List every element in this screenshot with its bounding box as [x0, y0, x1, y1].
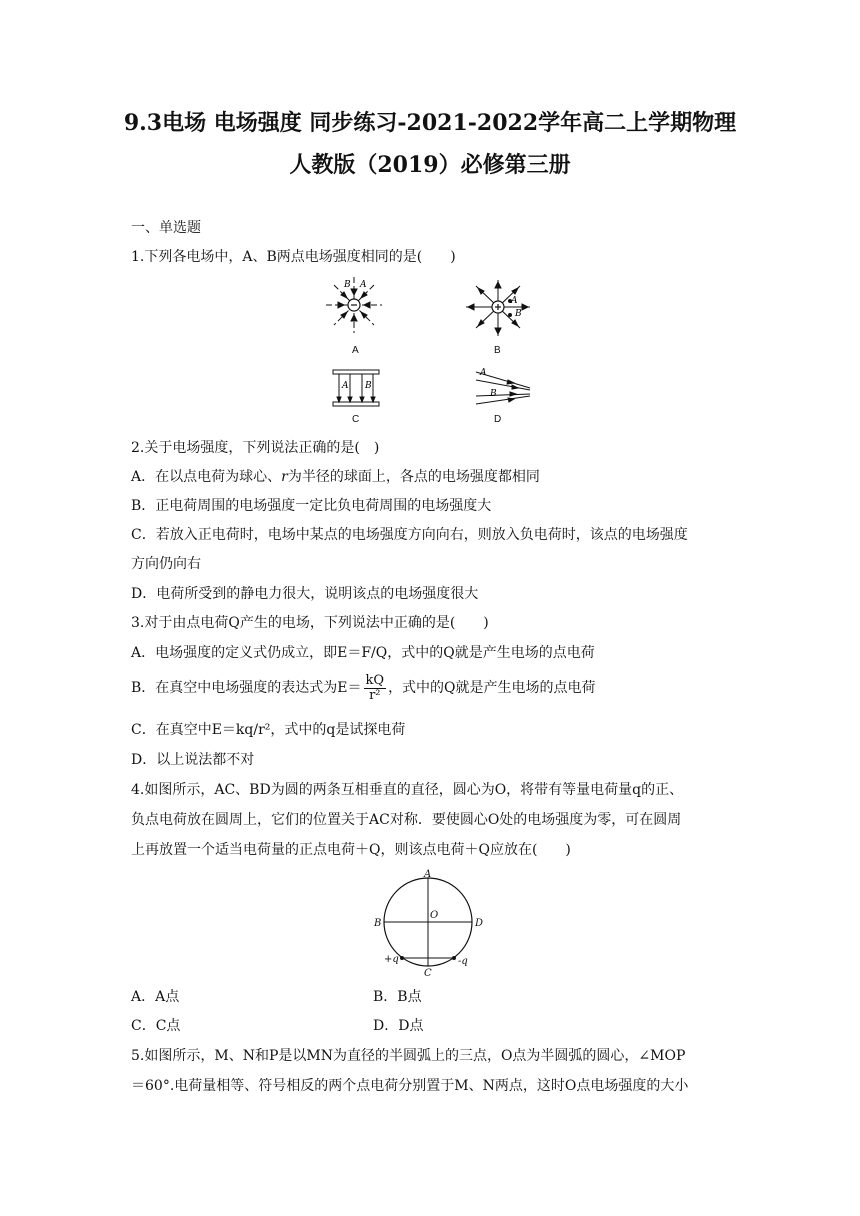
q4-label-a: A [424, 869, 432, 880]
q4-option-a: A．A点 [131, 989, 180, 1005]
q2-option-d: D．电荷所受到的静电力很大，说明该点的电场强度很大 [131, 586, 479, 602]
q1-stem: 1.下列各电场中，A、B两点电场强度相同的是( ) [131, 249, 456, 265]
q1c-label-a: A [342, 381, 349, 391]
q4-option-b: B．B点 [373, 989, 422, 1005]
q2-option-c-line1: C．若放入正电荷时，电场中某点的电场强度方向向右，则放入负电荷时，该点的电场强度 [131, 527, 688, 543]
q4-label-o: O [430, 910, 439, 921]
q1d-label-a: A [480, 368, 487, 378]
q4-option-c: C．C点 [131, 1018, 181, 1034]
q2-option-a: A．在以点电荷为球心、r为半径的球面上，各点的电场强度都相同 [131, 469, 540, 485]
kq-fraction: $\frac{kQ}{\text{r²}}$ [365, 672, 385, 703]
q4-option-d: D．D点 [373, 1018, 424, 1034]
q3-option-d: D．以上说法都不对 [131, 752, 255, 768]
q1-caption-b: B [494, 345, 501, 356]
q1b-label-a: A [511, 296, 518, 306]
q3-stem: 3.对于由点电荷Q产生的电场，下列说法中正确的是( ) [131, 615, 489, 631]
q3-option-a: A．电场强度的定义式仍成立，即E＝F/Q，式中的Q就是产生电场的点电荷 [131, 645, 595, 661]
q2-option-b: B．正电荷周围的电场强度一定比负电荷周围的电场强度大 [131, 498, 492, 514]
q1a-label-a: A [360, 280, 367, 290]
q2-stem: 2.关于电场强度，下列说法正确的是( ) [131, 440, 380, 456]
q1a-label-b: B [344, 280, 351, 290]
q5-stem-line2: ＝60°.电荷量相等、符号相反的两个点电荷分别置于M、N两点，这时O点电场强度的大小 [131, 1078, 689, 1094]
q5-stem-line1: 5.如图所示，M、N和P是以MN为直径的半圆弧上的三点，O点为半圆弧的圆心，∠MOP [131, 1048, 686, 1064]
title-line-2: 人教版（2019）必修第三册 [289, 152, 571, 178]
q4-label-d: D [475, 918, 484, 929]
q4-label-c: C [424, 968, 432, 979]
q4-stem-line2: 负点电荷放在圆周上，它们的位置关于AC对称．要使圆心O处的电场强度为零，可在圆周 [131, 812, 682, 828]
q1-figure-b [462, 278, 534, 338]
q1-figure-d [474, 366, 534, 406]
q1-figure-c [331, 368, 381, 408]
section-heading: 一、单选题 [131, 220, 201, 236]
q4-circle-figure [370, 866, 490, 982]
q4-label-plus-q: +q [384, 954, 399, 965]
q1-figure-a [322, 275, 386, 335]
q3-option-c: C．在真空中E＝kq/r²，式中的q是试探电荷 [131, 722, 406, 738]
q4-label-minus-q: -q [458, 956, 468, 967]
q1-caption-c: C [352, 414, 360, 425]
q4-stem-line3: 上再放置一个适当电荷量的正点电荷＋Q，则该点电荷＋Q应放在( ) [131, 842, 571, 858]
q1-caption-a: A [352, 345, 359, 356]
title-line-1: 9.3电场 电场强度 同步练习-2021-2022学年高二上学期物理 [123, 110, 737, 136]
q4-stem-line1: 4.如图所示，AC、BD为圆的两条互相垂直的直径，圆心为O，将带有等量电荷量q的正、 [131, 782, 684, 798]
q3-option-b: B．在真空中电场强度的表达式为E＝ $\frac{kQ}{\text{r²}}$ ，式中的Q就是产生电场的点电荷 [131, 672, 596, 703]
q1b-label-b: B [515, 309, 522, 319]
q2-option-c-line2: 方向仍向右 [131, 556, 201, 572]
q4-label-b: B [374, 918, 382, 929]
q1d-label-b: B [490, 389, 497, 399]
q1c-label-b: B [365, 381, 372, 391]
q1-caption-d: D [494, 414, 502, 425]
